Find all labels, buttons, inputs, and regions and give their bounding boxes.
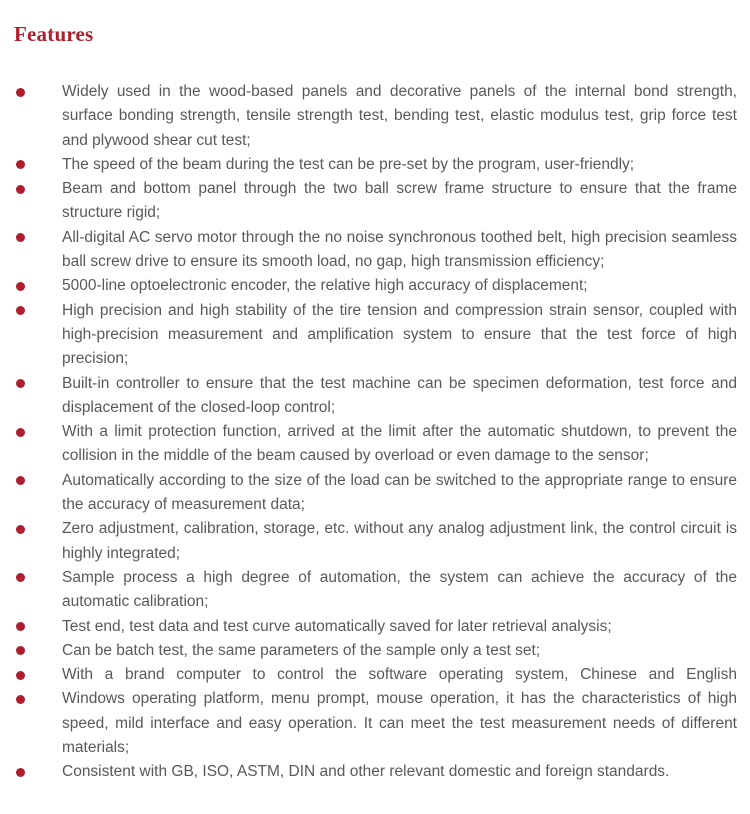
feature-text: Zero adjustment, calibration, storage, etc. without any analog adjustment link, the control circuit is highly integrated;	[62, 520, 737, 562]
bullet-icon	[16, 185, 25, 194]
bullet-icon	[16, 379, 25, 388]
bullet-icon	[16, 160, 25, 169]
features-list	[14, 80, 737, 785]
feature-list-item	[14, 226, 737, 275]
feature-text: All-digital AC servo motor through the no noise synchronous toothed belt, high precision seamless ball screw drive to ensure its smooth load, no gap, high transmission efficiency;	[62, 228, 737, 271]
feature-text: Can be batch test, the same parameters of the sample only a test set;	[62, 641, 541, 659]
feature-text: Built-in controller to ensure that the test machine can be specimen deformation, test force and displacement of the closed-loop control;	[62, 374, 737, 416]
feature-text: With a brand computer to control the software operating system, Chinese and English	[62, 666, 737, 684]
feature-text: Widely used in the wood-based panels and decorative panels of the internal bond strength, surface bonding strength, tensile strength test, bending test, elastic modulus test, grip force test and plywood shear cut test;	[62, 83, 737, 149]
page-title: Features	[14, 22, 94, 46]
feature-text: Automatically according to the size of the load can be switched to the appropriate range to ensure the accuracy of measurement data;	[62, 471, 737, 514]
feature-text: With a limit protection function, arrived at the limit after the automatic shutdown, to prevent the collision in the middle of the beam caused by overload or even damage to the sensor;	[62, 423, 737, 465]
feature-list-item	[14, 760, 737, 784]
feature-list-item	[14, 517, 737, 566]
feature-text: 5000-line optoelectronic encoder, the relative high accuracy of displacement;	[62, 277, 588, 295]
bullet-icon	[16, 646, 25, 655]
bullet-icon	[16, 525, 25, 534]
feature-text: Beam and bottom panel through the two ball screw frame structure to ensure that the frame structure rigid;	[62, 180, 737, 222]
feature-text: High precision and high stability of the tire tension and compression strain sensor, coupled with high-precision measurement and amplification system to ensure that the test force of high precision;	[62, 301, 737, 368]
feature-list-item	[14, 177, 737, 226]
bullet-icon	[16, 282, 25, 291]
bullet-icon	[16, 622, 25, 631]
feature-text: Test end, test data and test curve automatically saved for later retrieval analysis;	[62, 617, 612, 635]
bullet-icon	[16, 88, 25, 97]
feature-list-item	[14, 639, 737, 663]
feature-text: Windows operating platform, menu prompt, mouse operation, it has the characteristics of high speed, mild interface and easy operation. It can meet the test measurement needs of different materials;	[62, 690, 737, 757]
feature-list-item	[14, 420, 737, 469]
bullet-icon	[16, 695, 25, 704]
bullet-icon	[16, 306, 25, 315]
feature-text: Consistent with GB, ISO, ASTM, DIN and other relevant domestic and foreign standards.	[62, 763, 670, 781]
feature-list-item	[14, 663, 737, 687]
feature-list-item	[14, 299, 737, 372]
feature-list-item	[14, 274, 737, 298]
bullet-icon	[16, 671, 25, 680]
feature-list-item	[14, 615, 737, 639]
bullet-icon	[16, 476, 25, 485]
feature-list-item	[14, 687, 737, 760]
bullet-icon	[16, 233, 25, 242]
feature-text: Sample process a high degree of automation, the system can achieve the accuracy of the automatic calibration;	[62, 568, 737, 611]
feature-list-item	[14, 80, 737, 153]
bullet-icon	[16, 573, 25, 582]
feature-text: The speed of the beam during the test can be pre-set by the program, user-friendly;	[62, 155, 635, 173]
feature-list-item	[14, 469, 737, 518]
bullet-icon	[16, 768, 25, 777]
feature-list-item	[14, 153, 737, 177]
bullet-icon	[16, 428, 25, 437]
feature-list-item	[14, 566, 737, 615]
feature-list-item	[14, 372, 737, 421]
